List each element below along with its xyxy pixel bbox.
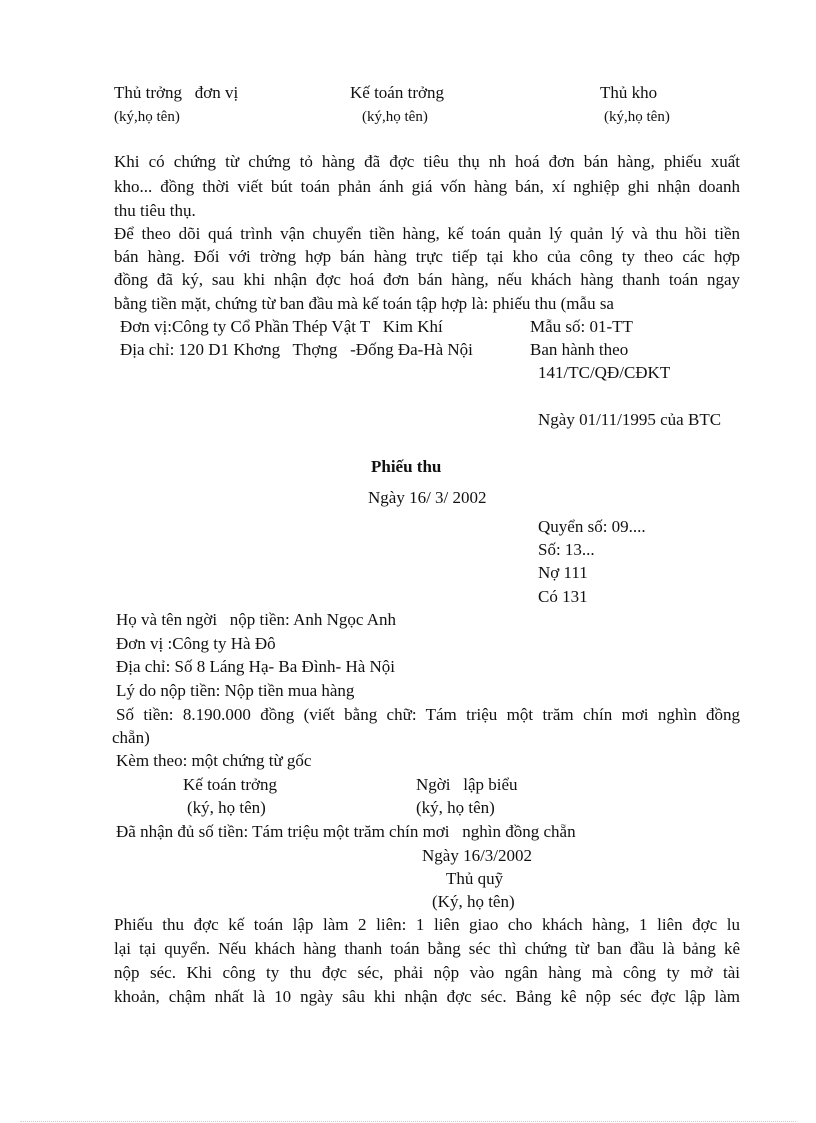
receipt-sig-accountant-sub: (ký, họ tên) bbox=[187, 798, 266, 817]
receipt-payer: Họ và tên ngời nộp tiền: Anh Ngọc Anh bbox=[116, 610, 397, 629]
receipt-unit: Đơn vị :Công ty Hà Đô bbox=[116, 634, 276, 653]
header-address: Địa chỉ: 120 D1 Khơng Thợng -Đống Đa-Hà Nội bbox=[120, 340, 473, 359]
receipt-cashier: Thủ quỹ bbox=[446, 869, 504, 888]
paragraph3-line: lại tại quyển. Nếu khách hàng thanh toán bằng séc thì chứng từ ban đầu là bảng kê bbox=[114, 939, 740, 958]
receipt-amount: Số tiền: 8.190.000 đồng (viết bằng chữ: Tám triệu một trăm chín mơi nghìn đồng bbox=[116, 705, 740, 724]
receipt-sig-preparer: Ngời lập biểu bbox=[416, 775, 518, 794]
receipt-date2: Ngày 16/3/2002 bbox=[422, 846, 533, 865]
header-decision: 141/TC/QĐ/CĐKT bbox=[538, 363, 671, 382]
header-issued-by: Ban hành theo bbox=[530, 340, 629, 359]
receipt-debit: Nợ 111 bbox=[538, 563, 588, 582]
header-date-ref: Ngày 01/11/1995 của BTC bbox=[538, 410, 722, 429]
paragraph3-line: Phiếu thu đợc kế toán lập làm 2 liên: 1 liên giao cho khách hàng, 1 liên đợc lu bbox=[114, 915, 740, 934]
header-unit: Đơn vị:Công ty Cổ Phần Thép Vật T Kim Khí bbox=[120, 317, 443, 336]
receipt-attached: Kèm theo: một chứng từ gốc bbox=[116, 751, 312, 770]
receipt-cashier-sub: (Ký, họ tên) bbox=[432, 892, 515, 911]
receipt-amount-cont: chẵn) bbox=[112, 728, 150, 747]
paragraph1-line: thu tiêu thụ. bbox=[114, 201, 196, 220]
header-form-no: Mẫu số: 01-TT bbox=[530, 317, 633, 336]
receipt-address: Địa chỉ: Số 8 Láng Hạ- Ba Đình- Hà Nội bbox=[116, 657, 396, 676]
signature-chief: Thủ trởng đơn vị bbox=[114, 83, 239, 102]
receipt-reason: Lý do nộp tiền: Nộp tiền mua hàng bbox=[116, 681, 355, 700]
signature-storekeeper: Thủ kho bbox=[600, 83, 658, 102]
receipt-received: Đã nhận đủ số tiền: Tám triệu một trăm chín mơi nghìn đồng chẵn bbox=[116, 822, 576, 841]
paragraph2-line: Để theo dõi quá trình vận chuyển tiền hàng, kế toán quản lý quản lý và thu hồi tiền bbox=[114, 224, 740, 243]
signature-chief-accountant: Kế toán trởng bbox=[350, 83, 444, 102]
paragraph1-line: Khi có chứng từ chứng tỏ hàng đã đợc tiêu thụ nh hoá đơn bán hàng, phiếu xuất bbox=[114, 152, 740, 171]
paragraph2-line: bán hàng. Đối với trờng hợp bán hàng trực tiếp tại kho của công ty theo các hợp bbox=[114, 247, 740, 266]
paragraph1-line: kho... đồng thời viết bút toán phản ánh giá vốn hàng bán, xí nghiệp ghi nhận doanh bbox=[114, 177, 740, 196]
receipt-sig-preparer-sub: (ký, họ tên) bbox=[416, 798, 495, 817]
receipt-book-no: Quyển số: 09.... bbox=[538, 517, 646, 536]
paragraph3-line: nộp séc. Khi công ty thu đợc séc, phải nộp vào ngân hàng mà công ty mở tài bbox=[114, 963, 740, 982]
signature-storekeeper-sub: (ký,họ tên) bbox=[604, 109, 670, 125]
receipt-date: Ngày 16/ 3/ 2002 bbox=[368, 488, 487, 507]
receipt-sig-accountant: Kế toán trởng bbox=[183, 775, 277, 794]
receipt-title: Phiếu thu bbox=[371, 457, 442, 476]
receipt-credit: Có 131 bbox=[538, 587, 588, 606]
page-bottom-rule bbox=[20, 1121, 796, 1122]
paragraph2-line: đồng đã ký, sau khi nhận đợc hoá đơn bán hàng, nếu khách hàng thanh toán ngay bbox=[114, 270, 740, 289]
paragraph2-line: bằng tiền mặt, chứng từ ban đầu mà kế toán tập hợp là: phiếu thu (mẫu sa bbox=[114, 294, 614, 313]
paragraph3-line: khoản, chậm nhất là 10 ngày sâu khi nhận đợc séc. Bảng kê nộp séc đợc lập làm bbox=[114, 987, 740, 1006]
receipt-number: Số: 13... bbox=[538, 540, 595, 559]
signature-chief-accountant-sub: (ký,họ tên) bbox=[362, 109, 428, 125]
signature-chief-sub: (ký,họ tên) bbox=[114, 109, 180, 125]
